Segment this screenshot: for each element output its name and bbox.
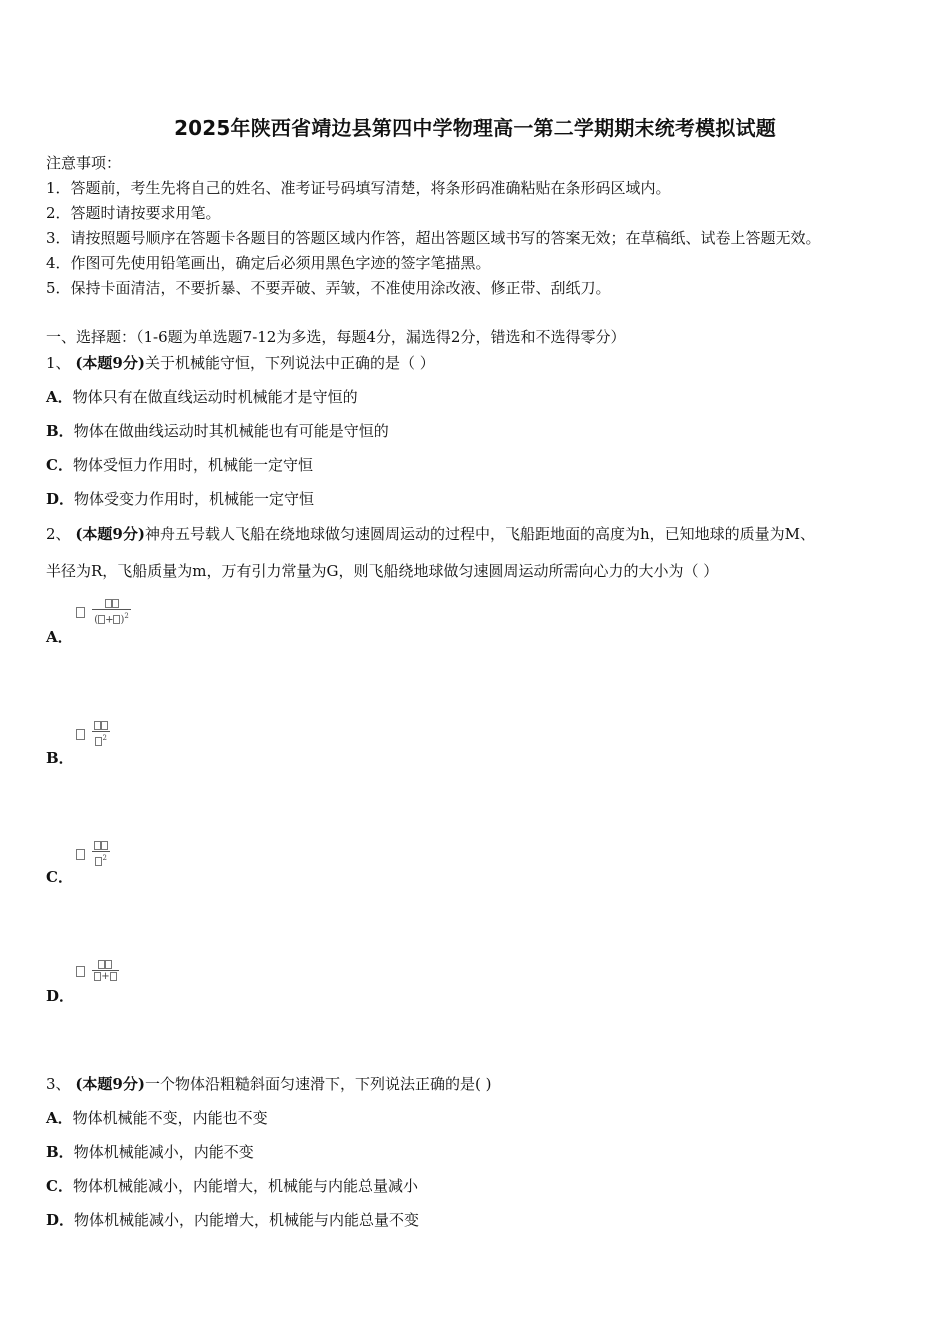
q1-option-d[interactable] [46, 488, 314, 509]
fraction [92, 720, 110, 748]
q2-option-d-formula [76, 959, 119, 983]
notice-item-3: 3．请按照题号顺序在答题卡各题目的答题区域内作答，超出答题区域书写的答案无效；在草稿纸、试卷上答题无效。 [46, 229, 821, 247]
notice-heading: 注意事项： [46, 154, 122, 172]
fraction [92, 959, 118, 983]
formula-placeholder-glyph [76, 729, 85, 740]
question-3-stem [46, 1073, 491, 1094]
option-text: 物体受恒力作用时，机械能一定守恒 [72, 456, 313, 474]
option-label: A． [46, 1109, 73, 1127]
operator: + [101, 971, 110, 982]
option-text: 物体机械能减小，内能不变 [73, 1143, 254, 1161]
notice-item-4: 4．作图可先使用铅笔画出，确定后必须用黑色字迹的签字笔描黑。 [46, 254, 491, 272]
section-heading: 一、选择题：（1-6题为单选题7-12为多选，每题4分，漏选得2分，错选和不选得零分） [46, 328, 626, 346]
exponent: 2 [102, 854, 107, 862]
formula-placeholder-glyph [76, 966, 85, 977]
q2-option-a-formula [76, 598, 131, 626]
option-text: 物体只有在做直线运动时机械能才是守恒的 [72, 388, 358, 406]
q3-option-a[interactable] [46, 1107, 268, 1128]
notice-item-5: 5．保持卡面清洁，不要折暴、不要弄破、弄皱，不准使用涂改液、修正带、刮纸刀。 [46, 279, 611, 297]
question-text: 关于机械能守恒，下列说法中正确的是（ ） [144, 354, 435, 372]
option-text: 物体机械能不变，内能也不变 [72, 1109, 268, 1127]
exponent: 2 [102, 734, 107, 742]
fraction [92, 840, 110, 868]
question-tag: (本题9分) [75, 354, 145, 372]
q2-option-a-label[interactable]: A． [46, 628, 73, 646]
q1-option-a[interactable] [46, 386, 358, 407]
question-text: 神舟五号载人飞船在绕地球做匀速圆周运动的过程中，飞船距地面的高度为h，已知地球的质量为M、 [144, 525, 815, 543]
option-label: C． [46, 1177, 73, 1195]
question-tag: (本题9分) [75, 1075, 145, 1093]
exponent: 2 [124, 612, 129, 620]
fraction: ( + )$^2$ [92, 598, 131, 626]
question-2-stem-line2: 半径为R，飞船质量为m，万有引力常量为G，则飞船绕地球做匀速圆周运动所需向心力的大小为（ ） [46, 562, 719, 580]
option-text: 物体在做曲线运动时其机械能也有可能是守恒的 [73, 422, 389, 440]
question-2-stem-line1 [46, 523, 815, 544]
notice-item-2: 2．答题时请按要求用笔。 [46, 204, 221, 222]
q2-option-d-label[interactable]: D． [46, 987, 75, 1005]
q3-option-d[interactable] [46, 1209, 419, 1230]
notice-item-1: 1．答题前，考生先将自己的姓名、准考证号码填写清楚，将条形码准确粘贴在条形码区域内。 [46, 179, 671, 197]
option-label: D． [46, 1211, 75, 1229]
formula-placeholder-glyph [76, 849, 85, 860]
question-number: 1、 [46, 354, 71, 372]
option-text: 物体机械能减小，内能增大，机械能与内能总量减小 [72, 1177, 418, 1195]
question-1-stem [46, 352, 435, 373]
q1-option-b[interactable] [46, 420, 389, 441]
question-number: 3、 [46, 1075, 71, 1093]
question-tag: (本题9分) [75, 525, 145, 543]
option-label: B． [46, 422, 74, 440]
q3-option-b[interactable] [46, 1141, 254, 1162]
q2-option-b-formula [76, 720, 110, 748]
q3-option-c[interactable] [46, 1175, 418, 1196]
option-label: D． [46, 490, 75, 508]
formula-placeholder-glyph [76, 607, 85, 618]
q1-option-c[interactable] [46, 454, 313, 475]
q2-option-c-label[interactable]: C． [46, 868, 73, 886]
option-label: A． [46, 388, 73, 406]
question-number: 2、 [46, 525, 71, 543]
option-label: C． [46, 456, 73, 474]
option-text: 物体机械能减小，内能增大，机械能与内能总量不变 [74, 1211, 420, 1229]
q2-option-c-formula [76, 840, 110, 868]
question-text: 一个物体沿粗糙斜面匀速滑下，下列说法正确的是( ) [144, 1075, 492, 1093]
q2-option-b-label[interactable]: B． [46, 749, 74, 767]
option-text: 物体受变力作用时，机械能一定守恒 [74, 490, 315, 508]
option-label: B． [46, 1143, 74, 1161]
page-title: 2025年陕西省靖边县第四中学物理高一第二学期期末统考模拟试题 [174, 116, 776, 140]
